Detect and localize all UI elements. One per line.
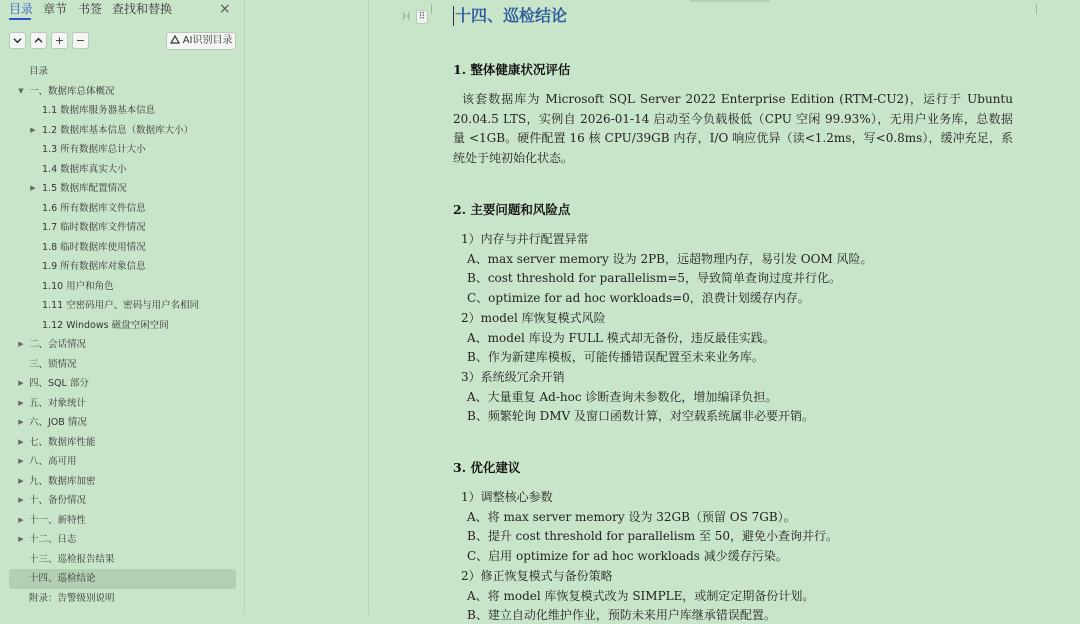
toc-item-label: 一、数据库总体概况 xyxy=(29,85,115,97)
toc-item[interactable] xyxy=(9,511,236,531)
toc-item-label: 十一、新特性 xyxy=(29,514,87,526)
toc-item-label: 目录 xyxy=(29,66,49,77)
collapsed-arrow-icon[interactable]: ▶ xyxy=(18,535,24,543)
list-subheading[interactable]: 3）系统级冗余开销 xyxy=(461,369,565,384)
toc-item-label: 五、对象统计 xyxy=(29,397,87,409)
toc-item-label: 十、备份情况 xyxy=(29,495,87,506)
toc-list xyxy=(9,62,236,608)
toc-item[interactable] xyxy=(9,355,236,375)
toc-item-label: 1.7 临时数据库文件情况 xyxy=(42,222,146,233)
toc-item[interactable] xyxy=(9,218,236,238)
list-item[interactable]: A、max server memory 设为 2PB，远超物理内存，易引发 OOM 风险。 xyxy=(467,251,873,266)
toc-item-label: 1.3 所有数据库总计大小 xyxy=(42,144,146,155)
collapsed-arrow-icon[interactable]: ▶ xyxy=(18,340,24,348)
toc-item[interactable] xyxy=(9,433,236,453)
toc-item-label: 八、高可用 xyxy=(29,456,77,467)
add-heading-button[interactable]: + xyxy=(51,32,68,49)
tab-bookmarks[interactable]: 书签 xyxy=(78,2,103,16)
section-heading-suggestions[interactable]: 3. 优化建议 xyxy=(453,460,521,475)
toc-item[interactable] xyxy=(9,257,236,277)
toc-item-label: 1.11 空密码用户、密码与用户名相同 xyxy=(42,300,200,311)
collapsed-arrow-icon[interactable]: ▶ xyxy=(18,379,24,387)
toc-item[interactable] xyxy=(9,160,236,180)
chevron-down-icon xyxy=(13,36,22,45)
active-tab-indicator xyxy=(9,18,31,20)
heading-style-hint: H xyxy=(402,10,411,23)
tab-toc[interactable]: 目录 xyxy=(9,2,34,16)
top-ruler-fragment xyxy=(690,0,770,2)
toc-item[interactable] xyxy=(9,472,236,492)
toc-item-label: 1.2 数据库基本信息（数据库大小） xyxy=(42,124,194,136)
toc-item-label: 1.5 数据库配置情况 xyxy=(42,183,127,194)
list-item[interactable]: B、提升 cost threshold for parallelism 至 50，避免小查询并行。 xyxy=(467,529,839,544)
collapsed-arrow-icon[interactable]: ▶ xyxy=(18,418,24,426)
collapse-all-button[interactable] xyxy=(9,32,26,49)
text-cursor xyxy=(453,6,454,26)
ai-recognize-label: AI识别目录 xyxy=(182,35,233,46)
toc-item[interactable] xyxy=(9,101,236,121)
list-subheading[interactable]: 2）修正恢复模式与备份策略 xyxy=(461,568,613,583)
chevron-up-icon xyxy=(34,36,43,45)
toc-item-label: 十三、巡检报告结果 xyxy=(29,553,115,565)
toc-item[interactable] xyxy=(9,238,236,258)
collapsed-arrow-icon[interactable]: ▶ xyxy=(18,515,24,524)
toc-item-label: 1.1 数据库服务器基本信息 xyxy=(42,105,156,116)
toc-item[interactable] xyxy=(9,277,236,297)
toc-item[interactable] xyxy=(9,374,236,394)
toc-item[interactable] xyxy=(9,121,236,141)
toc-item[interactable] xyxy=(9,82,236,102)
toc-item[interactable] xyxy=(9,199,236,219)
toc-item[interactable] xyxy=(9,394,236,414)
list-subheading[interactable]: 1）调整核心参数 xyxy=(461,490,553,504)
list-item[interactable]: A、大量重复 Ad-hoc 诊断查询未参数化，增加编译负担。 xyxy=(467,389,778,404)
ai-recognize-toc-button[interactable] xyxy=(166,32,236,50)
toc-item[interactable] xyxy=(9,140,236,160)
list-item[interactable]: B、频繁轮询 DMV 及窗口函数计算，对空载系统属非必要开销。 xyxy=(467,409,815,424)
toc-item[interactable] xyxy=(9,569,236,589)
tab-find-replace[interactable]: 查找和替换 xyxy=(112,2,173,16)
list-item[interactable]: B、建立自动化维护作业，预防未来用户库继承错误配置。 xyxy=(467,608,776,623)
tab-chapters[interactable]: 章节 xyxy=(43,2,68,16)
collapsed-arrow-icon[interactable]: ▶ xyxy=(18,476,24,485)
list-item[interactable]: C、启用 optimize for ad hoc workloads 减少缓存污染。 xyxy=(467,549,788,564)
list-item[interactable]: A、model 库设为 FULL 模式却无备份，违反最佳实践。 xyxy=(467,330,775,345)
toc-item-label: 十四、巡检结论 xyxy=(29,573,96,584)
sidebar-scrollbar[interactable] xyxy=(240,0,244,614)
section-heading-risks[interactable]: 2. 主要问题和风险点 xyxy=(453,202,571,217)
toc-item-label: 七、数据库性能 xyxy=(29,436,96,448)
list-item[interactable]: B、cost threshold for parallelism=5，导致简单查询过度并行化。 xyxy=(467,271,842,286)
close-icon[interactable]: × xyxy=(219,1,231,17)
toc-toolbar xyxy=(0,32,245,54)
list-subheading[interactable]: 1）内存与并行配置异常 xyxy=(461,232,589,246)
toc-item[interactable] xyxy=(9,589,236,609)
page-corner-mark-left xyxy=(431,4,432,14)
collapsed-arrow-icon[interactable]: ▶ xyxy=(18,437,24,446)
expanded-arrow-icon[interactable]: ▼ xyxy=(18,86,24,95)
toc-item-label: 1.4 数据库真实大小 xyxy=(42,163,127,175)
toc-item-label: 二、会话情况 xyxy=(29,339,87,350)
toc-item[interactable] xyxy=(9,491,236,511)
toc-item[interactable] xyxy=(9,335,236,355)
collapsed-arrow-icon[interactable]: ▶ xyxy=(30,125,36,134)
toc-item-label: 1.12 Windows 磁盘空闲空间 xyxy=(42,319,169,331)
page-corner-mark-right xyxy=(1036,4,1037,14)
list-item[interactable]: A、将 max server memory 设为 32GB（预留 OS 7GB）。 xyxy=(467,509,796,524)
toc-item-label: 九、数据库加密 xyxy=(29,475,96,487)
page-title[interactable]: 十四、巡检结论 xyxy=(455,6,568,25)
collapsed-arrow-icon[interactable]: ▶ xyxy=(30,184,36,192)
list-item[interactable]: A、将 model 库恢复模式改为 SIMPLE，或制定定期备份计划。 xyxy=(467,588,815,603)
list-item[interactable]: C、optimize for ad hoc workloads=0，浪费计划缓存内存。 xyxy=(467,291,810,306)
toc-item-label: 三、锁情况 xyxy=(29,358,77,370)
ai-icon xyxy=(170,35,180,44)
sidebar-tabs xyxy=(0,0,245,22)
collapsed-arrow-icon[interactable]: ▶ xyxy=(18,496,24,504)
toc-item-label: 四、SQL 部分 xyxy=(29,378,89,389)
list-subheading[interactable]: 2）model 库恢复模式风险 xyxy=(461,310,606,325)
remove-heading-button[interactable]: − xyxy=(72,32,89,49)
section-heading-health[interactable]: 1. 整体健康状况评估 xyxy=(453,62,571,77)
expand-all-button[interactable] xyxy=(30,32,47,49)
toc-item[interactable] xyxy=(9,550,236,570)
toc-item[interactable] xyxy=(9,179,236,199)
toc-item-label: 1.6 所有数据库文件信息 xyxy=(42,202,146,214)
toc-item[interactable] xyxy=(9,316,236,336)
toc-item-label: 十二、日志 xyxy=(29,534,77,545)
toc-item[interactable] xyxy=(9,413,236,433)
toc-item-label: 1.10 用户和角色 xyxy=(42,280,114,292)
toc-item-label: 1.9 所有数据库对象信息 xyxy=(42,261,146,272)
toc-sidebar xyxy=(0,0,245,614)
collapsed-arrow-icon[interactable]: ▶ xyxy=(18,398,24,407)
collapsed-arrow-icon[interactable]: ▶ xyxy=(18,457,24,465)
list-item[interactable]: B、作为新建库模板，可能传播错误配置至未来业务库。 xyxy=(467,350,764,365)
toc-item[interactable] xyxy=(9,530,236,550)
toc-item-label: 1.8 临时数据库使用情况 xyxy=(42,241,146,253)
toc-item-label: 六、JOB 情况 xyxy=(29,417,87,428)
toc-item[interactable] xyxy=(9,452,236,472)
section-paragraph-health[interactable]: 该套数据库为 Microsoft SQL Server 2022 Enterprise Edition (RTM-CU2)，运行于 Ubuntu 20.04.5 LTS，实例自 2026-01-14 启动至今负载极低（CPU 空闲 99.93%），无用户业务库，总数据量 <1GB。硬件配置 16 核 CPU/39GB 内存，I/O 响应优异（读<1.2ms，写<0.8ms），缓冲充足，系统处于纯初始化状态。 xyxy=(453,92,1013,165)
toc-item-label: 附录：告警级别说明 xyxy=(29,592,115,604)
toc-item[interactable] xyxy=(9,296,236,316)
drag-handle-icon[interactable]: ⠿ xyxy=(416,10,428,24)
toc-item[interactable] xyxy=(9,62,236,82)
